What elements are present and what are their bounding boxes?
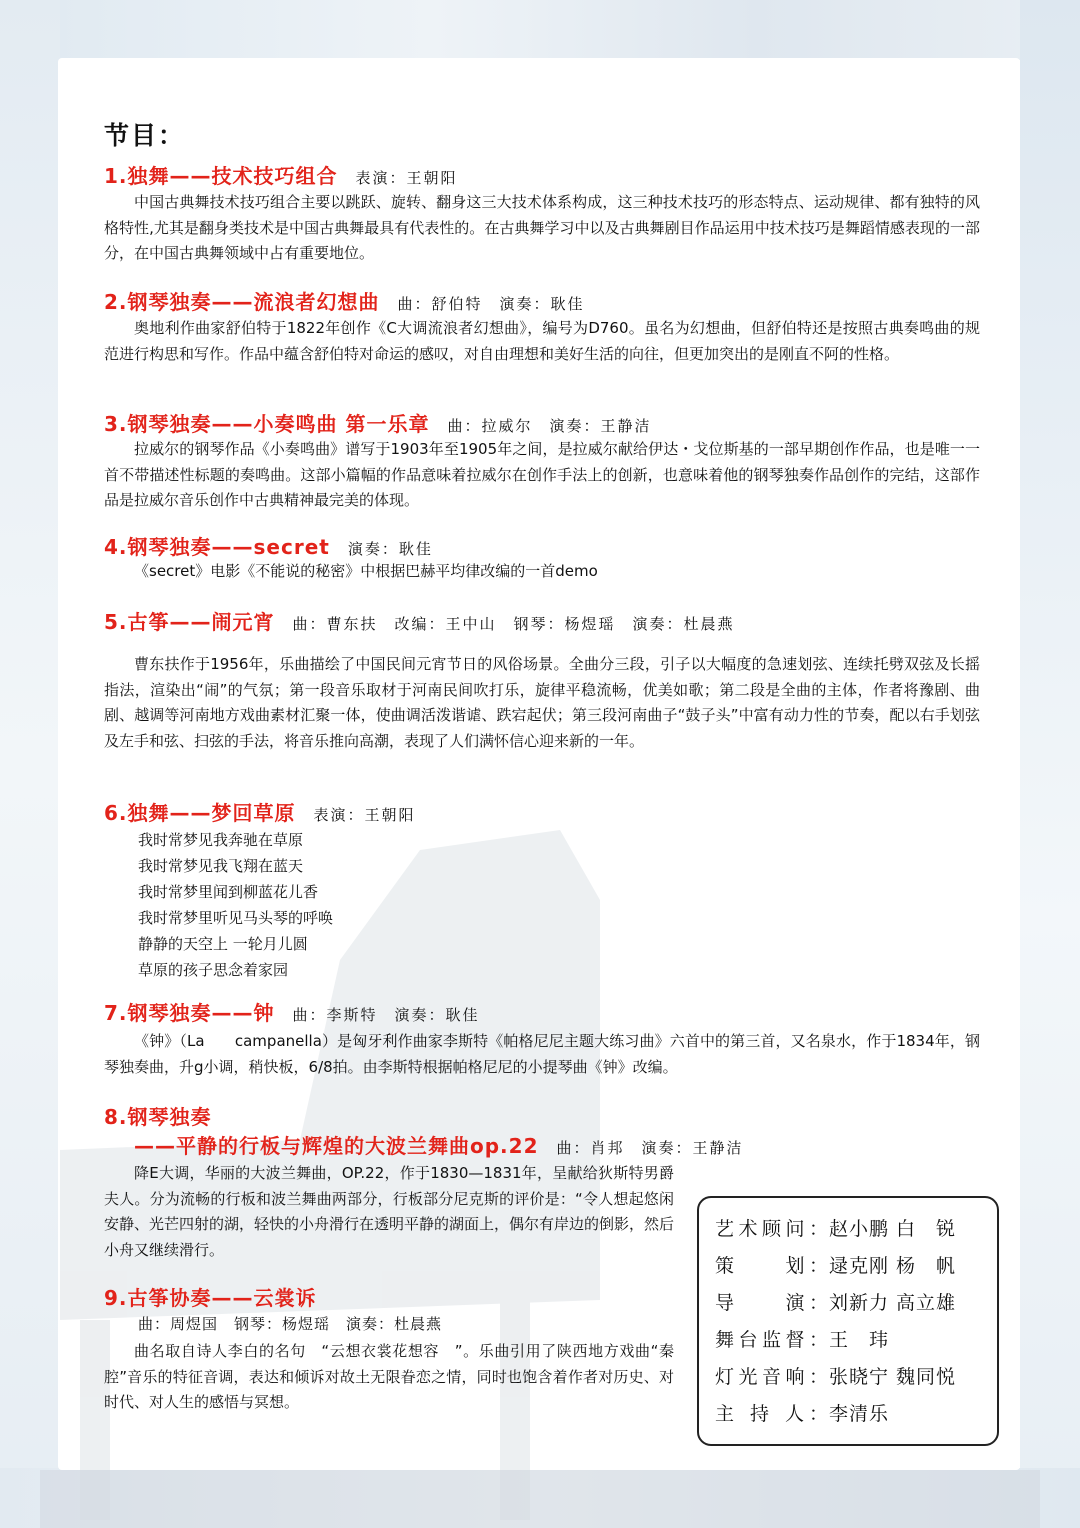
credit-names: 王 玮: [829, 1329, 890, 1351]
program-heading: 节目：: [104, 121, 186, 150]
lyric-line: 我时常梦里听见马头琴的呼唤: [138, 909, 334, 927]
credit-row: [715, 1399, 889, 1426]
program-item-8-subtitle: ——平静的行板与辉煌的大波兰舞曲op.22 曲：肖邦 演奏：王静洁: [134, 1134, 744, 1158]
credits-box: [697, 1196, 999, 1446]
lyric-line: 静静的天空上 一轮月儿圆: [138, 935, 308, 953]
credit-names: 张晓宁 魏同悦: [829, 1366, 957, 1388]
credit-names: 赵小鹏 白 锐: [829, 1218, 957, 1240]
program-item-8-description: 降E大调，华丽的大波兰舞曲，OP.22，作于1830—1831年，呈献给狄斯特男爵夫人。分为流畅的行板和波兰舞曲两部分，行板部分尼克斯的评价是：“令人想起悠闲安静、光芒四射的湖，轻快的小舟滑行在透明平静的湖面上，偶尔有岸边的倒影，然后小舟又继续滑行。: [104, 1164, 675, 1259]
program-item-5-description: 曹东扶作于1956年，乐曲描绘了中国民间元宵节日的风俗场景。全曲分三段，引子以大幅度的急速划弦、连续托劈双弦及长摇指法，渲染出“闹”的气氛；第一段音乐取材于河南民间吹打乐，旋律平稳流畅，优美如歌；第二段是全曲的主体，作者将豫剧、曲剧、越调等河南地方戏曲素材汇聚一体，使曲调活泼谐谑、跌宕起伏；第三段河南曲子“鼓子头”中富有动力性的节奏，配以右手划弦及左手和弦、扫弦的手法，将音乐推向高潮，表现了人们满怀信心迎来新的一年。: [104, 655, 980, 750]
program-item-9-description: 曲名取自诗人李白的名句 “云想衣裳花想容 ”。乐曲引用了陕西地方戏曲“秦腔”音乐的特征音调，表达和倾诉对故土无限眷恋之情，同时也饱含着作者对历史、对时代、对人生的感悟与冥想。: [104, 1342, 674, 1411]
credit-role: 导 演：: [715, 1292, 829, 1314]
credit-row: [715, 1288, 956, 1315]
lyric-line: 我时常梦见我飞翔在蓝天: [138, 857, 304, 875]
program-item-2-description: 奥地利作曲家舒伯特于1822年创作《C大调流浪者幻想曲》，编号为D760。虽名为幻想曲，但舒伯特还是按照古典奏鸣曲的规范进行构思和写作。作品中蕴含舒伯特对命运的感叹，对自由理想和美好生活的向往，但更加突出的是刚直不阿的性格。: [104, 319, 980, 363]
program-item-9-title: 9.古筝协奏——云裳诉: [104, 1286, 317, 1310]
program-item-5-title: 5.古筝——闹元宵 曲：曹东扶 改编：王中山 钢琴：杨煜瑶 演奏：杜晨燕: [104, 610, 735, 634]
program-item-7-description: 《钟》（La campanella）是匈牙利作曲家李斯特《帕格尼尼主题大练习曲》六首中的第三首，又名泉水，作于1834年，钢琴独奏曲，升g小调，稍快板，6/8拍。由李斯特根据帕格尼尼的小提琴曲《钟》改编。: [104, 1032, 980, 1076]
program-item-9-meta: 曲：周煜国 钢琴：杨煜瑶 演奏：杜晨燕: [138, 1315, 443, 1333]
credit-row: [715, 1214, 956, 1241]
program-item-1-title: 1.独舞——技术技巧组合 表演：王朝阳: [104, 164, 458, 188]
program-item-6-lyrics: [138, 827, 738, 983]
program-item-4-description: 《secret》电影《不能说的秘密》中根据巴赫平均律改编的一首demo: [134, 562, 598, 580]
program-item-6-title: 6.独舞——梦回草原 表演：王朝阳: [104, 801, 416, 825]
credit-role: 舞台监督：: [715, 1329, 829, 1351]
program-item-4-title: 4.钢琴独奏——secret 演奏：耿佳: [104, 535, 433, 559]
program-item-3-title: 3.钢琴独奏——小奏鸣曲 第一乐章 曲：拉威尔 演奏：王静洁: [104, 412, 652, 436]
credit-names: 逯克刚 杨 帆: [829, 1255, 957, 1277]
credit-row: [715, 1362, 956, 1389]
credit-row: [715, 1325, 889, 1352]
credit-names: 李清乐: [829, 1403, 890, 1425]
lyric-line: 我时常梦里闻到柳蓝花儿香: [138, 883, 319, 901]
credit-row: [715, 1251, 956, 1278]
program-item-2-title: 2.钢琴独奏——流浪者幻想曲 曲：舒伯特 演奏：耿佳: [104, 290, 585, 314]
program-item-1-description: 中国古典舞技术技巧组合主要以跳跃、旋转、翻身这三大技术体系构成，这三种技术技巧的形态特点、运动规律、都有独特的风格特性,尤其是翻身类技术是中国古典舞最具有代表性的。在古典舞学习中以及古典舞剧目作品运用中技术技巧是舞蹈情感表现的一部分，在中国古典舞领域中占有重要地位。: [104, 193, 980, 262]
program-item-7-title: 7.钢琴独奏——钟 曲：李斯特 演奏：耿佳: [104, 1001, 480, 1025]
credit-names: 刘新力 高立雄: [829, 1292, 957, 1314]
credit-role: 艺术顾问：: [715, 1218, 829, 1240]
program-item-8-title: 8.钢琴独奏: [104, 1105, 212, 1129]
credit-role: 主 持 人：: [715, 1403, 829, 1425]
program-item-3-description: 拉威尔的钢琴作品《小奏鸣曲》谱写于1903年至1905年之间，是拉威尔献给伊达・戈位斯基的一部早期创作作品，也是唯一一首不带描述性标题的奏鸣曲。这部小篇幅的作品意味着拉威尔在创作手法上的创新，也意味着他的钢琴独奏作品创作的完结，这部作品是拉威尔音乐创作中古典精神最完美的体现。: [104, 440, 980, 509]
credit-role: 策 划：: [715, 1255, 829, 1277]
lyric-line: 我时常梦见我奔驰在草原: [138, 831, 304, 849]
lyric-line: 草原的孩子思念着家园: [138, 961, 289, 979]
credit-role: 灯光音响：: [715, 1366, 829, 1388]
